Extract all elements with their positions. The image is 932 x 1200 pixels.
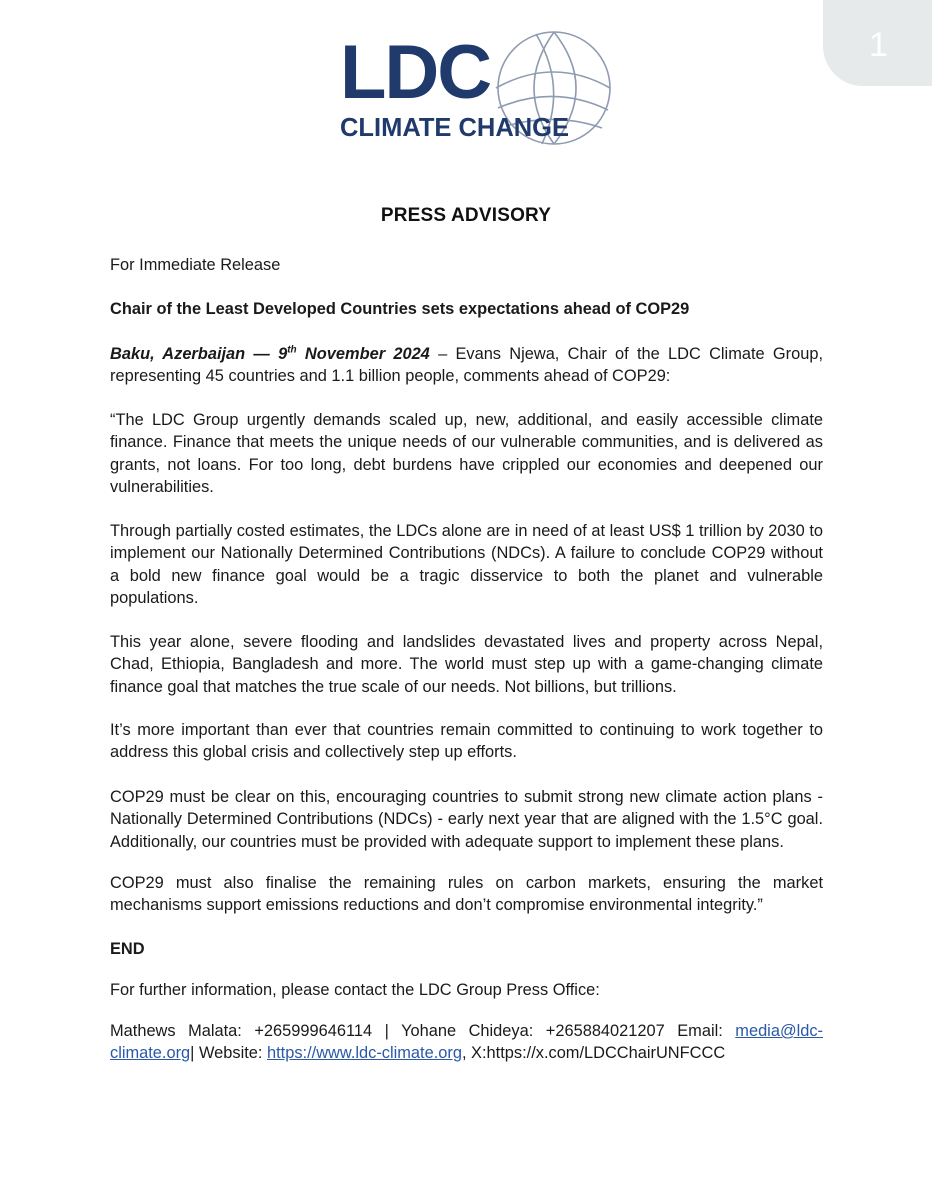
email-link[interactable]: media@ldc-climate.org: [110, 1022, 823, 1063]
contact-details: [110, 1020, 823, 1065]
dateline-paragraph: [110, 343, 823, 388]
page-title: PRESS ADVISORY: [380, 205, 552, 226]
page-number: 1: [869, 26, 888, 64]
page-number-badge: [823, 0, 932, 86]
globe-logo-icon: [336, 26, 612, 156]
paragraph-2: Through partially costed estimates, the LDCs alone are in need of at least US$ 1 trillion by 2030 to implement our Nationally Determined Contributions (NDCs). A failure to conclude COP29 without a bold new finance goal would be a tragic disservice to both the planet and vulnerable populations.: [110, 522, 823, 608]
contact-phones: Mathews Malata: +265999646114 | Yohane Chideya: +265884021207 Email:: [110, 1022, 736, 1040]
website-label: | Website:: [190, 1044, 268, 1063]
paragraph-5: COP29 must be clear on this, encouraging countries to submit strong new climate action plans - Nationally Determined Contributions (NDCs) - early next year that are aligned with the 1.5°C goal. Additionally, our countries must be provided with adequate support to implement these plans.: [110, 788, 823, 851]
paragraph-6: COP29 must also finalise the remaining rules on carbon markets, ensuring the market mechanisms support emissions reductions and don’t compromise environmental integrity.”: [110, 874, 823, 915]
contact-intro: For further information, please contact the LDC Group Press Office:: [110, 981, 600, 999]
dateline-month-year: November 2024: [296, 345, 430, 363]
dateline-place-day: Baku, Azerbaijan — 9: [110, 345, 288, 363]
end-marker: END: [110, 940, 145, 958]
paragraph-1: “The LDC Group urgently demands scaled up, new, additional, and easily accessible climate finance. Finance that meets the unique needs of our vulnerable communities, and is delivered as grants, not loans. For too long, debt burdens have crippled our economies and deepened our vulnerabilities.: [110, 411, 823, 497]
x-handle: , X:https://x.com/LDCChairUNFCCC: [461, 1044, 726, 1063]
headline: Chair of the Least Developed Countries sets expectations ahead of COP29: [110, 300, 690, 318]
paragraph-4: It’s more important than ever that countries remain committed to continuing to work together to address this global crisis and collectively step up efforts.: [110, 721, 823, 762]
release-line: For Immediate Release: [110, 256, 281, 274]
dateline-rest: – Evans Njewa, Chair of the LDC Climate Group, representing 45 countries and 1.1 billion people, comments ahead of COP29:: [110, 345, 823, 386]
website-link[interactable]: https://www.ldc-climate.org: [267, 1044, 462, 1063]
dateline-suffix: th: [287, 344, 297, 356]
ldc-climate-change-logo: [336, 26, 612, 156]
logo-line1: LDC: [340, 30, 491, 115]
logo-line2: CLIMATE CHANGE: [340, 114, 570, 142]
paragraph-3: This year alone, severe flooding and landslides devastated lives and property across Nepal, Chad, Ethiopia, Bangladesh and more. The world must step up with a game-changing climate finance goal that matches the true scale of our needs. Not billions, but trillions.: [110, 633, 823, 696]
